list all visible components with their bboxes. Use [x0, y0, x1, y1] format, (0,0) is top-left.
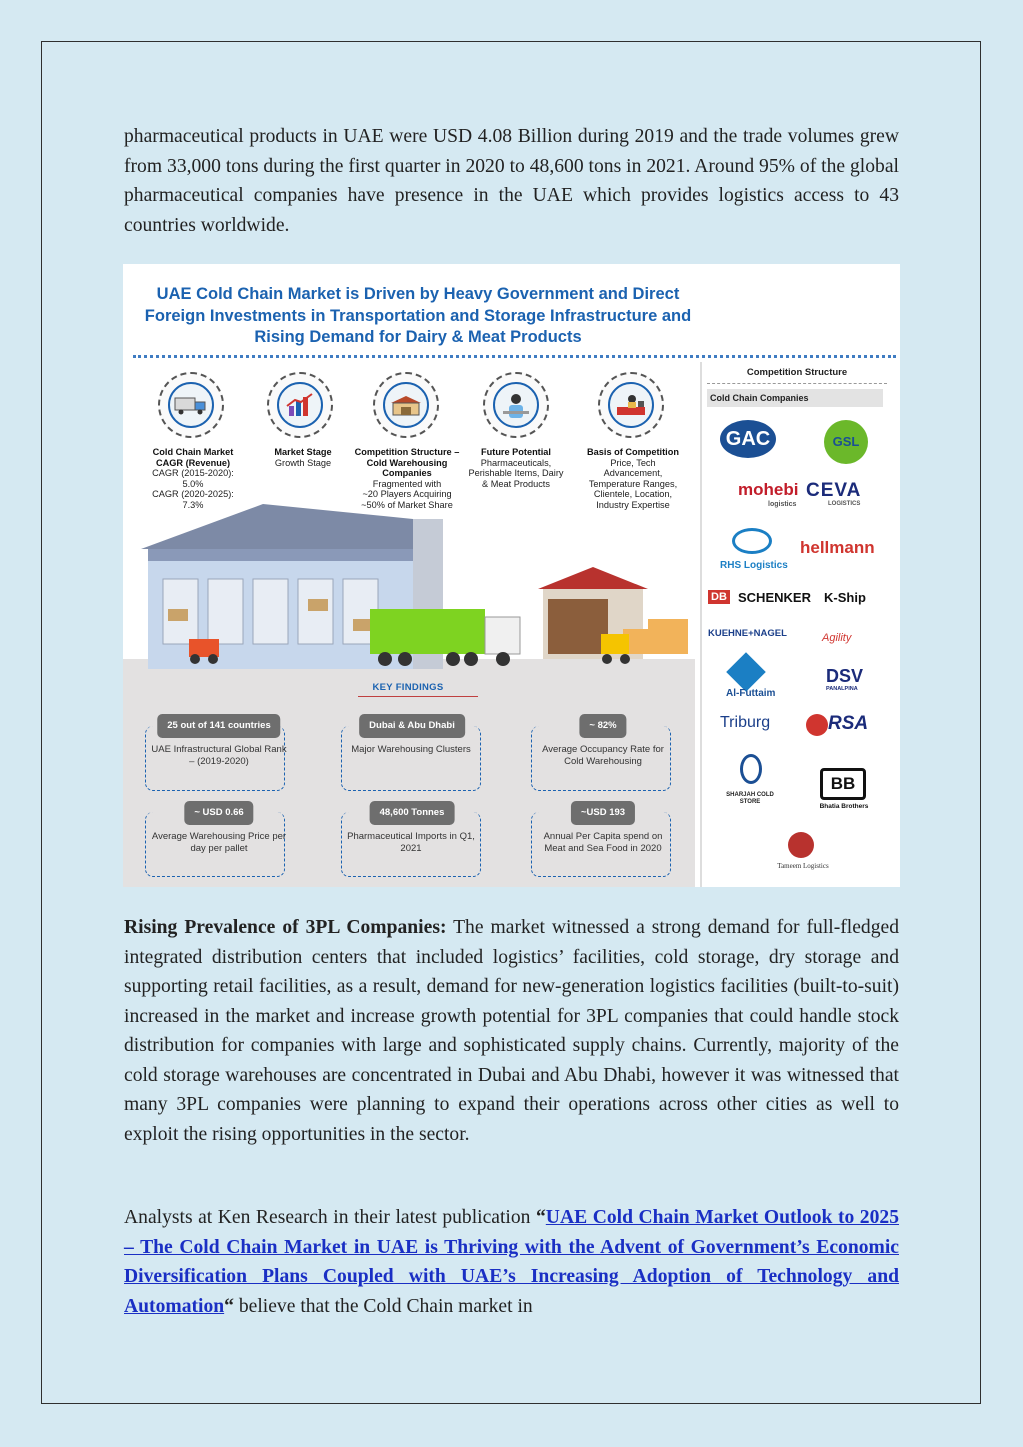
- finding-description: Pharmaceutical Imports in Q1, 2021: [347, 831, 475, 854]
- stat-future-potential: Future Potential Pharmaceuticals, Perishable Items, Dairy & Meat Products: [468, 447, 564, 489]
- pharmacist-icon: [483, 372, 549, 438]
- open-quote: “: [536, 1207, 546, 1228]
- finding-value: ~USD 193: [571, 801, 635, 825]
- infographic-title: UAE Cold Chain Market is Driven by Heavy Government and Direct Foreign Investments in Transportation and Storage Infrastructure and Rising Demand for Dairy & Meat Products: [144, 285, 692, 346]
- ceva-logo: CEVA: [806, 480, 862, 501]
- tameem-logo: Tameem Logistics: [777, 862, 829, 870]
- schenker-logo: SCHENKER: [738, 590, 811, 605]
- sharjah-logo: SHARJAH COLD STORE: [726, 792, 774, 805]
- rsa-icon: [806, 714, 828, 736]
- sharjah-icon: [740, 754, 762, 784]
- finding-description: Major Warehousing Clusters: [351, 744, 471, 755]
- db-logo: DB: [708, 590, 730, 604]
- checkout-icon: [598, 372, 664, 438]
- gac-logo: GAC: [720, 420, 776, 458]
- rhs-icon: [732, 528, 772, 554]
- bhatia-logo: Bhatia Brothers: [819, 803, 869, 810]
- tameem-icon: [788, 832, 814, 858]
- section-heading: Rising Prevalence of 3PL Companies:: [124, 917, 447, 938]
- competition-structure-panel: [700, 362, 900, 887]
- rhs-logo: RHS Logistics: [720, 560, 788, 571]
- triburg-logo: Triburg: [720, 714, 771, 731]
- warehouse-icon: [373, 372, 439, 438]
- mohebi-logo: mohebi: [738, 480, 799, 499]
- finding-value: Dubai & Abu Dhabi: [359, 714, 465, 738]
- kuehne-nagel-logo: KUEHNE+NAGEL: [708, 628, 787, 639]
- report-link[interactable]: UAE Cold Chain Market Outlook to 2025 – The Cold Chain Market in UAE is Thriving with the Advent of Government’s Economic Diversification Plans Coupled with UAE’s Increasing Adoption of Technology and Automation: [124, 1207, 899, 1317]
- key-findings-title: KEY FINDINGS: [372, 682, 444, 693]
- al-futtaim-logo: Al-Futtaim: [726, 688, 776, 699]
- warehouse-scene-illustration: [123, 489, 695, 674]
- close-quote: “: [224, 1295, 234, 1317]
- kship-logo: K-Ship: [824, 590, 866, 605]
- intro-paragraph: pharmaceutical products in UAE were USD 4.08 Billion during 2019 and the trade volumes grew from 33,000 tons during the first quarter in 2020 to 48,600 tons in 2021. Around 95% of the global pharmaceutical companies have presence in the UAE which provides logistics access to 43 countries worldwide.: [124, 126, 899, 236]
- key-findings-underline: [358, 696, 478, 697]
- dsv-sub: PANALPINA: [826, 686, 858, 692]
- agility-logo: Agility: [822, 632, 852, 644]
- finding-value: ~ 82%: [579, 714, 626, 738]
- stat-market-stage: Market Stage Growth Stage: [274, 447, 332, 468]
- finding-description: Annual Per Capita spend on Meat and Sea Food in 2020: [543, 831, 663, 854]
- finding-value: ~ USD 0.66: [184, 801, 253, 825]
- finding-description: UAE Infrastructural Global Rank – (2019-2020): [151, 744, 287, 767]
- analysts-prefix: Analysts at Ken Research in their latest publication: [124, 1207, 536, 1228]
- infographic: [123, 264, 900, 887]
- finding-value: 25 out of 141 countries: [157, 714, 280, 738]
- ceva-sub: LOGISTICS: [828, 501, 861, 507]
- stat-competition: Competition Structure – Cold Warehousing Companies Fragmented with ~20 Players Acquiring ~50% of Market Share: [354, 447, 460, 510]
- truck-icon: [158, 372, 224, 438]
- al-futtaim-icon: [726, 652, 766, 692]
- finding-value: 48,600 Tonnes: [370, 801, 455, 825]
- bhatia-mark: BB: [820, 768, 866, 800]
- hellmann-logo: hellmann: [800, 538, 875, 557]
- section-paragraph: [124, 913, 899, 1149]
- finding-description: Average Occupancy Rate for Cold Warehousing: [542, 744, 664, 767]
- rsa-logo: RSA: [828, 713, 869, 734]
- growth-chart-icon: [267, 372, 333, 438]
- analysts-suffix: believe that the Cold Chain market in: [233, 1295, 533, 1317]
- dsv-logo: DSV: [826, 666, 864, 686]
- competition-title: Competition Structure: [746, 367, 848, 378]
- finding-description: Average Warehousing Price per day per pallet: [151, 831, 287, 854]
- gsl-logo: GSL: [824, 420, 868, 464]
- stat-basis-competition: Basis of Competition Price, Tech Advancement, Temperature Ranges, Clientele, Location, Industry Expertise: [587, 447, 679, 510]
- mohebi-sub: logistics: [768, 501, 797, 508]
- competition-subtitle: Cold Chain Companies: [707, 389, 883, 407]
- competition-divider: [707, 383, 887, 384]
- stat-cagr: Cold Chain Market CAGR (Revenue) CAGR (2015-2020): 5.0% CAGR (2020-2025): 7.3%: [152, 447, 234, 510]
- section-text: The market witnessed a strong demand for full-fledged integrated distribution centers that included logistics’ facilities, cold storage, dry storage and supporting retail facilities, as a result, demand for new-generation logistics facilities (built-to-suit) increased in the market and increase growth potential for 3PL companies that could handle stock distribution for companies with large and sophisticated supply chains. Currently, majority of the cold storage warehouses are concentrated in Dubai and Abu Dhabi, however it was witnessed that many 3PL companies were planning to expand their operations across other cities as well to exploit the rising opportunities in the sector.: [124, 917, 899, 1145]
- dotted-divider: [133, 355, 896, 358]
- analysts-paragraph: [124, 1203, 899, 1321]
